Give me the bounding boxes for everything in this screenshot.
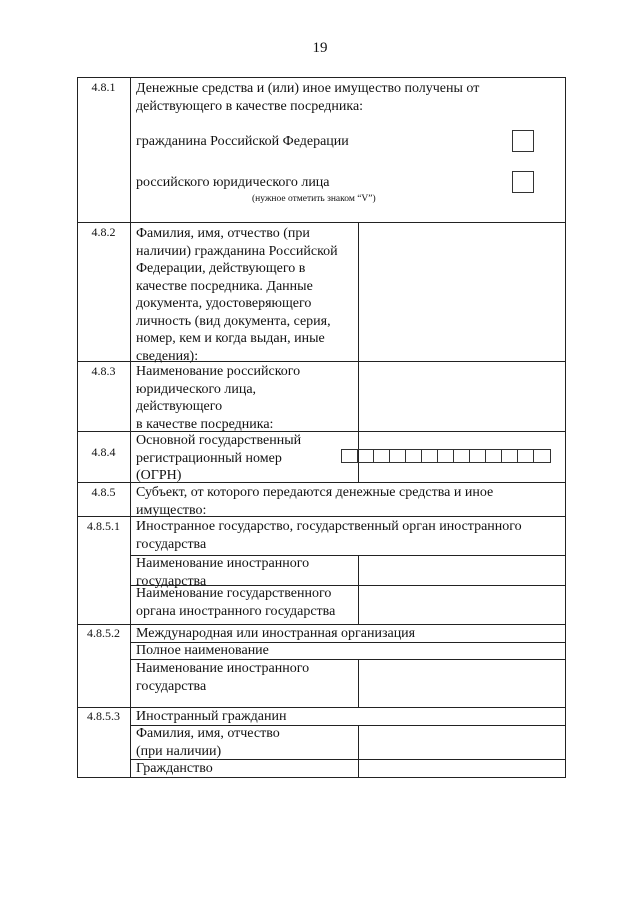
row-text: Субъект, от которого передаются денежные средства и иное имущество: xyxy=(136,485,494,518)
row-text: Наименование российского юридического лица, действующего в качестве посредника: xyxy=(136,364,301,432)
row-number: 4.8.4 xyxy=(91,445,116,459)
ogrn-cells[interactable] xyxy=(341,449,551,463)
subrow-label: Полное наименование xyxy=(136,643,269,658)
row-number: 4.8.5.2 xyxy=(87,626,120,640)
option-label: российского юридического лица xyxy=(136,175,330,190)
form-table xyxy=(77,77,566,778)
row-number: 4.8.2 xyxy=(91,225,116,239)
checkbox-legal-entity[interactable] xyxy=(512,171,534,193)
subrow-label: Наименование иностранного государства xyxy=(136,556,310,589)
row-number: 4.8.5.1 xyxy=(87,519,120,533)
checkbox-citizen[interactable] xyxy=(512,130,534,152)
subrow-label: Наименование государственного органа иностранного государства xyxy=(136,586,336,619)
option-label: гражданина Российской Федерации xyxy=(136,134,349,149)
row-text: Иностранный гражданин xyxy=(136,709,287,724)
row-text: Иностранное государство, государственный орган иностранного государства xyxy=(136,519,522,552)
row-text: Денежные средства и (или) иное имущество получены от действующего в качестве посредника: xyxy=(136,81,480,114)
row-text: Фамилия, имя, отчество (при наличии) гражданина Российской Федерации, действующего в качестве посредника. Данные документа, удостоверяющего личность (вид документа, серия, номер, кем и когда выдан, иные сведения): xyxy=(136,226,338,364)
subrow-label: Наименование иностранного государства xyxy=(136,661,310,694)
note-text: (нужное отметить знаком “V”) xyxy=(252,194,376,204)
row-number: 4.8.3 xyxy=(91,364,116,378)
subrow-label: Гражданство xyxy=(136,761,213,776)
row-number: 4.8.5.3 xyxy=(87,709,120,723)
page-number: 19 xyxy=(312,40,328,56)
row-number: 4.8.1 xyxy=(91,80,116,94)
row-text: Основной государственный регистрационный номер (ОГРН) xyxy=(136,433,302,483)
row-number: 4.8.5 xyxy=(91,485,116,499)
row-text: Международная или иностранная организация xyxy=(136,626,416,641)
subrow-label: Фамилия, имя, отчество (при наличии) xyxy=(136,726,280,759)
